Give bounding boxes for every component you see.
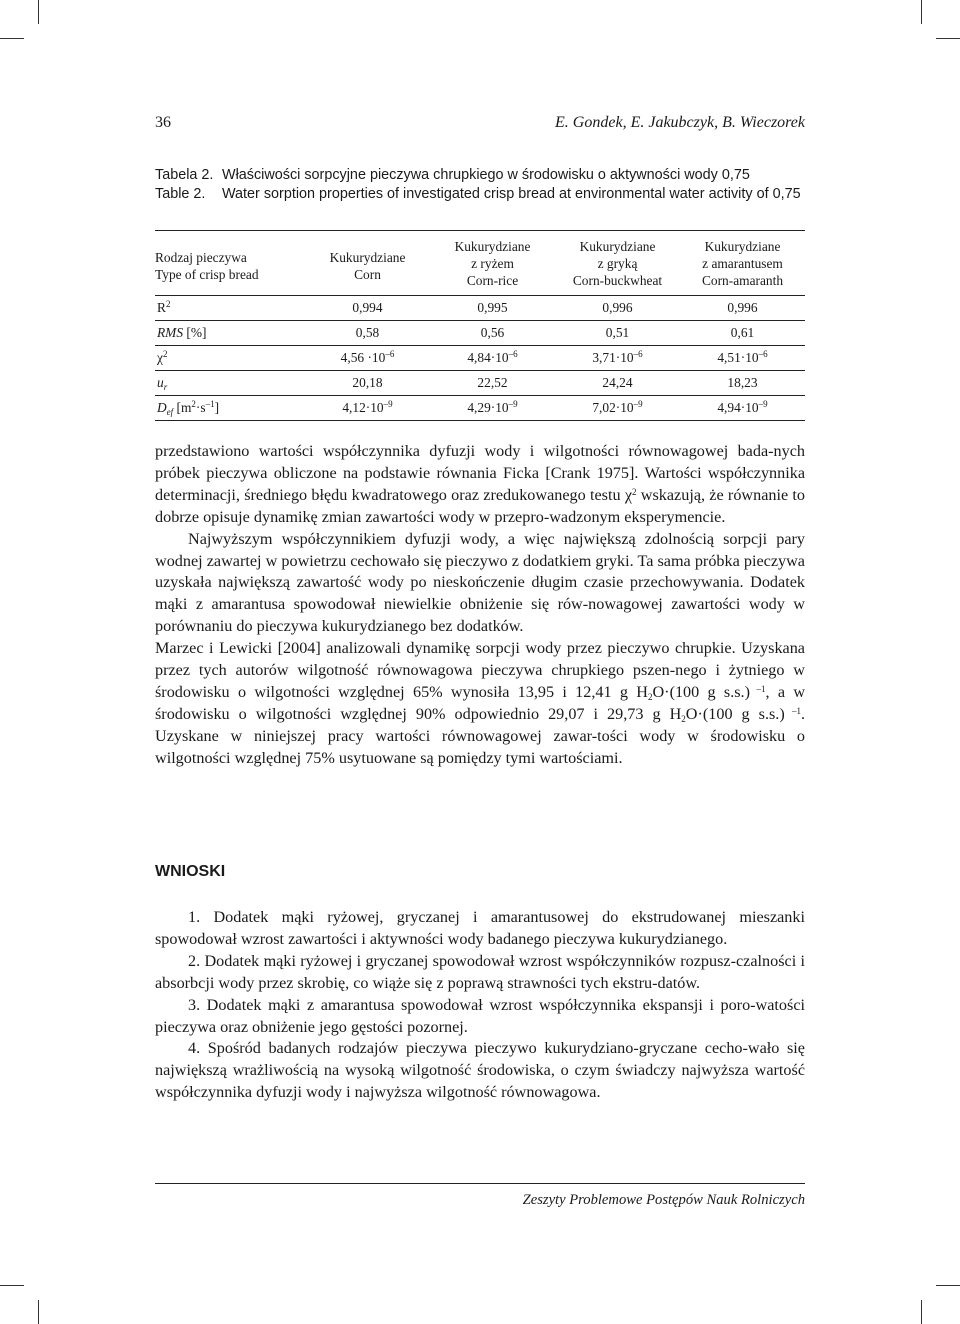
page-number: 36 <box>155 114 171 131</box>
running-header <box>155 114 805 136</box>
column-header: Rodzaj pieczywa Type of crisp bread <box>155 250 259 282</box>
conclusions-list <box>155 907 805 1104</box>
table-row <box>155 321 805 346</box>
table-cell: 0,58 <box>355 325 380 340</box>
crop-mark <box>936 1285 960 1286</box>
crop-mark <box>38 0 39 24</box>
table-cell: $3,71\cdot 10^{-6}$ <box>592 349 643 365</box>
table-row <box>155 396 805 421</box>
column-header: Kukurydziane z gryką Corn-buckwheat <box>572 239 663 288</box>
column-header: Kukurydziane z ryżem Corn-rice <box>454 239 531 288</box>
table-row <box>155 296 805 321</box>
footer-divider <box>155 1183 805 1184</box>
crop-mark <box>38 1300 39 1324</box>
paragraph: Najwyższym współczynnikiem dyfuzji wody, a więc największą zdolnością sorpcji pary wodnej zawartej w powietrzu cechowało się pieczywo z dodatkiem gryki. Ta sama próbka pieczywa uzyskała największą zawartość wody po nieskończenie długim czasie przechowywania. Dodatek mąki z amarantusa spowodował niewielkie obniżenie się rów-nowagowej zawartości wody w porównaniu do pieczywa kukurydzianego bez dodatków. <box>155 529 805 636</box>
row-label-def: $D_{ef}$ $[m^2\cdot s^{-1}]$ <box>157 399 220 417</box>
crop-mark <box>0 1285 24 1286</box>
table-cell: $4,12\cdot 10^{-9}$ <box>342 399 393 415</box>
table-header-row <box>155 231 805 296</box>
table-cell: 18,23 <box>727 375 758 390</box>
table-cell: $7,02\cdot 10^{-9}$ <box>592 399 643 415</box>
row-label-chi: $\chi^2$ <box>157 349 168 365</box>
table-cell: 22,52 <box>477 375 508 390</box>
table-cell: 20,18 <box>352 375 383 390</box>
table-cell: 0,996 <box>602 300 633 315</box>
crop-mark <box>936 38 960 39</box>
conclusion-item: 2. Dodatek mąki ryżowej i gryczanej spowodował wzrost współczynników rozpusz-czalności i absorbcji wody przez skrobię, co wiąże się z poprawą strawności tych ekstru-datów. <box>155 951 805 992</box>
row-label-rms: RMS [%] <box>157 325 207 340</box>
row-label-ur: $u_r$ <box>157 375 168 392</box>
table-row <box>155 371 805 396</box>
table-cell: $4,29\cdot 10^{-9}$ <box>467 399 518 415</box>
table-row <box>155 346 805 371</box>
table-cell: 0,61 <box>730 325 755 340</box>
table-cell: 0,56 <box>480 325 505 340</box>
conclusion-item: 3. Dodatek mąki z amarantusa spowodował wzrost współczynnika ekspansji i poro-watości pieczywa oraz obniżenie jego gęstości pozornej. <box>155 995 805 1036</box>
running-header-authors: E. Gondek, E. Jakubczyk, B. Wieczorek <box>555 114 805 131</box>
paragraph: przedstawiono wartości współczynnika dyfuzji wody i wilgotności równowagowej bada-nych próbek pieczywa obliczone na podstawie równania Ficka [Crank 1975]. Wartości współczynnika determinacji, średniego błędu kwadratowego oraz zredukowanego testu $\chi^2$ wskazują, że równanie to dobrze opisuje dynamikę zmian zawartości wody w przepro-wadzonym eksperymencie. <box>155 442 805 526</box>
conclusion-item: 4. Spośród badanych rodzajów pieczywa pieczywo kukurydziano-gryczane cecho-wało się największą wrażliwością na wysoką wilgotność środowiska, o czym świadczy najwyższa wartość współczynnika dyfuzji wody i najwyższa wilgotność równowagowa. <box>155 1039 805 1102</box>
table-cell: 0,995 <box>477 300 508 315</box>
crop-mark <box>921 0 922 24</box>
caption-text-en: Water sorption properties of investigated crisp bread at environmental water activity of 0,75 <box>222 186 801 202</box>
conclusion-item: 1. Dodatek mąki ryżowej, gryczanej i amarantusowej do ekstrudowanej mieszanki spowodował wzrost zawartości i aktywności wody badanego pieczywa kukurydzianego. <box>155 908 805 948</box>
sorption-table <box>155 230 805 421</box>
crop-mark <box>0 38 24 39</box>
table-cell: $4,94\cdot 10^{-9}$ <box>717 399 768 415</box>
table-caption <box>155 166 815 204</box>
table-cell: 0,994 <box>352 300 383 315</box>
crop-mark <box>921 1300 922 1324</box>
column-header: Kukurydziane Corn <box>329 250 406 282</box>
column-header: Kukurydziane z amarantusem Corn-amaranth <box>701 239 784 288</box>
section-title: WNIOSKI <box>155 863 226 880</box>
table-cell: 0,51 <box>605 325 630 340</box>
table-cell: $4,51\cdot 10^{-6}$ <box>717 349 768 365</box>
caption-label-en: Table 2. <box>155 186 206 202</box>
journal-footer: Zeszyty Problemowe Postępów Nauk Rolniczych <box>522 1192 805 1208</box>
caption-text-pl: Właściwości sorpcyjne pieczywa chrupkiego w środowisku o aktywności wody 0,75 <box>222 167 750 183</box>
table-cell: $4,56 \cdot 10^{-6}$ <box>340 349 395 365</box>
paragraph: Marzec i Lewicki [2004] analizowali dynamikę sorpcji wody przez pieczywo chrupkie. Uzyskana przez tych autorów wilgotność równowagowa pieczywa chrupkiego pszen-nego i żytniego w środowisku o wilgotności względnej 65% wynosiła 13,95 i 12,41 g $H_2O\cdot(100$ g s.s.) $^{-1}$, a w środowisku o wilgotności względnej 90% odpowiednio 29,07 i 29,73 g $H_2O\cdot(100$ g s.s.) $^{-1}$. Uzyskane w niniejszej pracy wartości równowagowej zawar-tości wody w środowisku o wilgotności względnej 75% usytuowane są pomiędzy tymi wartościami. <box>155 639 806 767</box>
body-text <box>155 441 805 770</box>
table-cell: 24,24 <box>602 375 633 390</box>
row-label-r2: $R^2$ <box>157 299 171 315</box>
table-cell: $4,84\cdot 10^{-6}$ <box>467 349 518 365</box>
table-cell: 0,996 <box>727 300 758 315</box>
caption-label-pl: Tabela 2. <box>155 167 214 183</box>
